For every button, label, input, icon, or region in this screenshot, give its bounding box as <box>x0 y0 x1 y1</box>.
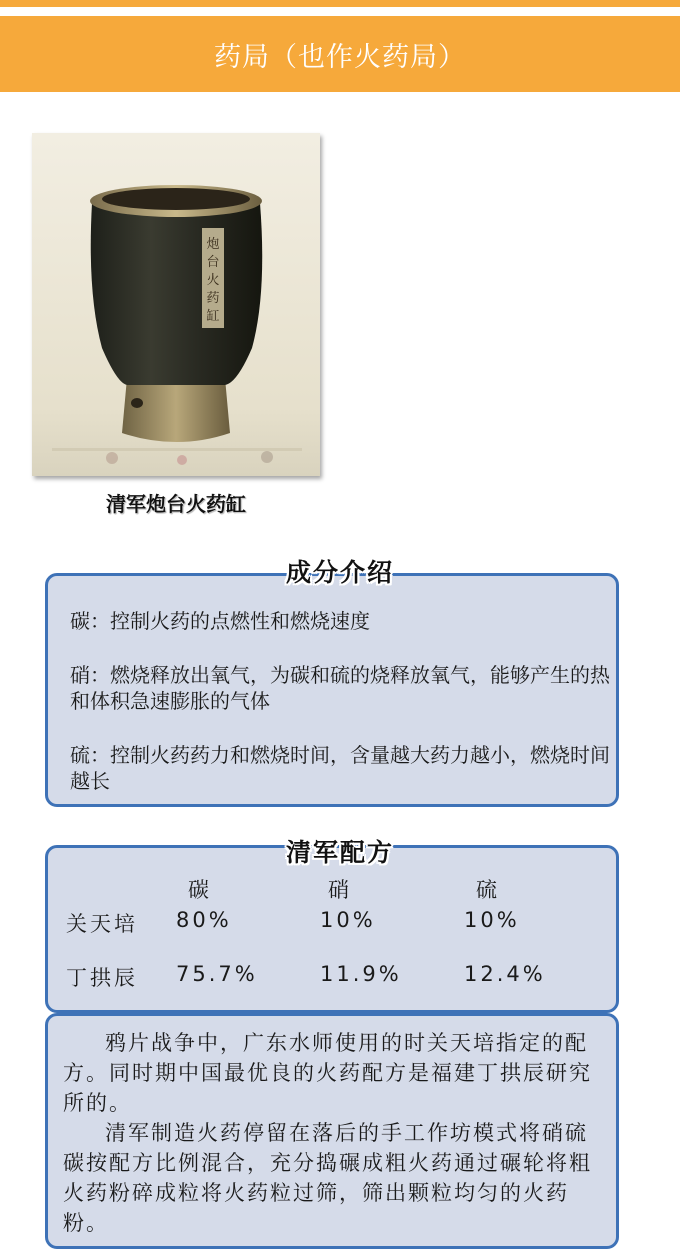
jar-inscription-2: 台 <box>206 255 220 270</box>
recipe-cell: 11.9% <box>320 962 402 986</box>
recipe-cell: 80% <box>176 908 232 932</box>
history-paragraph: 鸦片战争中，广东水师使用的时关天培指定的配方。同时期中国最优良的火药配方是福建丁拱辰研究所的。 <box>63 1031 592 1115</box>
photo-caption: 清军炮台火药缸 <box>106 492 246 516</box>
page-title: 药局（也作火药局） <box>214 41 466 73</box>
recipe-title: 清军配方 <box>285 838 394 867</box>
top-gap <box>0 7 680 16</box>
jar-inscription-1: 炮 <box>206 237 220 252</box>
recipe-cell: 10% <box>464 908 520 932</box>
jar-inscription-5: 缸 <box>206 309 220 324</box>
recipe-row-name: 关天培 <box>66 912 138 936</box>
recipe-panel <box>45 845 619 1013</box>
recipe-col-sulfur: 硫 <box>476 878 500 902</box>
recipe-cell: 12.4% <box>464 962 546 986</box>
jar-inscription-3: 火 <box>206 273 220 288</box>
gunpowder-jar-photo <box>32 133 320 476</box>
ingredient-sulfur: 硫：控制火药药力和燃烧时间，含量越大药力越小，燃烧时间越长 <box>70 743 610 793</box>
recipe-cell: 75.7% <box>176 962 258 986</box>
ingredients-title: 成分介绍 <box>285 558 394 587</box>
recipe-col-carbon: 碳 <box>188 878 212 902</box>
recipe-row-name: 丁拱辰 <box>66 966 138 990</box>
ingredient-carbon: 碳：控制火药的点燃性和燃烧速度 <box>70 609 370 633</box>
ingredients-panel <box>45 573 619 807</box>
jar-inscription-4: 药 <box>206 291 220 306</box>
recipe-col-saltpeter: 硝 <box>328 878 352 902</box>
header-banner <box>0 16 680 92</box>
ingredient-saltpeter: 硝：燃烧释放出氧气，为碳和硫的烧释放氧气，能够产生的热和体积急速膨胀的气体 <box>70 663 610 713</box>
history-panel <box>45 1013 619 1249</box>
recipe-cell: 10% <box>320 908 376 932</box>
top-stripe <box>0 0 680 7</box>
history-paragraph: 清军制造火药停留在落后的手工作坊模式将硝硫碳按配方比例混合，充分捣碾成粗火药通过碾轮将粗火药粉碎成粒将火药粒过筛，筛出颗粒均匀的火药粉。 <box>63 1121 592 1235</box>
jar-illustration <box>32 133 320 476</box>
